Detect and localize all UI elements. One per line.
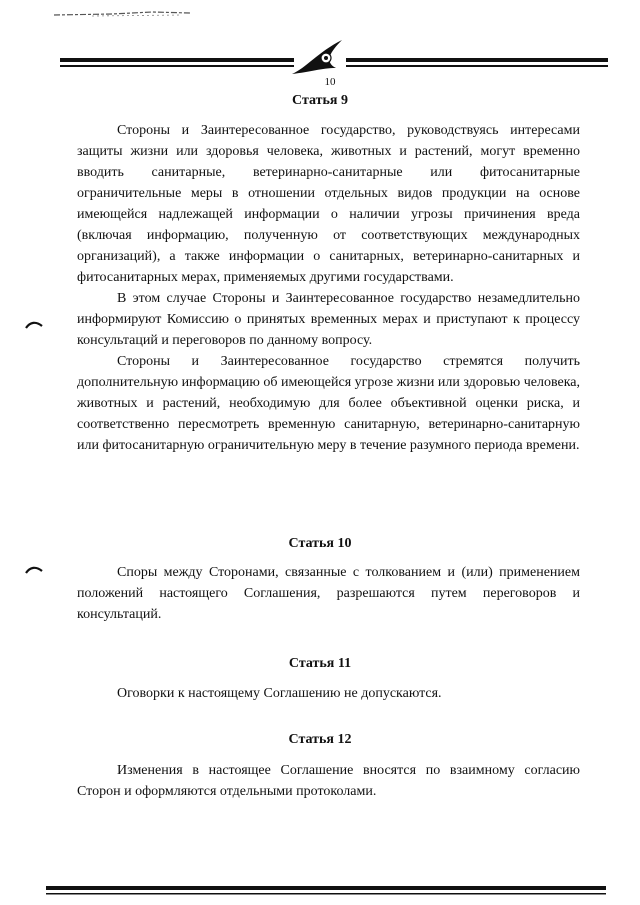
paragraph: В этом случае Стороны и Заинтересованное государство незамедлительно информируют Комиссию о принятых временных мерах и приступают к процессу консультаций и переговоров по данному вопросу. xyxy=(77,291,580,348)
article-heading: Статья 11 xyxy=(288,656,352,671)
page-number: 10 xyxy=(324,76,336,88)
scan-smudge xyxy=(52,8,192,18)
margin-mark-icon xyxy=(24,320,44,330)
paragraph: Оговорки к настоящему Соглашению не допускаются. xyxy=(117,686,442,701)
article-body xyxy=(77,683,580,704)
paragraph: Изменения в настоящее Соглашение вносятся по взаимному согласию Сторон и оформляются отдельными протоколами. xyxy=(77,763,580,799)
article-heading: Статья 10 xyxy=(288,536,352,551)
footer-rule xyxy=(46,884,606,898)
article-heading: Статья 9 xyxy=(292,93,348,108)
article-body xyxy=(77,120,580,456)
article-heading: Статья 12 xyxy=(288,732,352,747)
paragraph: Стороны и Заинтересованное государство, руководствуясь интересами защиты жизни или здоровья человека, животных и растений, могут временно вводить санитарные, ветеринарно-санитарные или фитосанитарные ограничительные меры в отношении отдельных видов продукции на основе имеющейся надлежащей информации о наличии угрозы причинения вреда (включая информацию, полученную от соответствующих международных организаций), а также информации о санитарных, ветеринарно-санитарных и фитосанитарных мерах, применяемых другими государствами. xyxy=(77,123,580,285)
margin-mark-icon xyxy=(24,565,44,575)
paragraph: Стороны и Заинтересованное государство стремятся получить дополнительную информацию об имеющейся угрозе жизни или здоровью человека, животных и растений, необходимую для более объективной оценки риска, и соответственно пересмотреть временную санитарную, ветеринарно-санитарную или фитосанитарную ограничительную меру в течение разумного периода времени. xyxy=(77,354,580,453)
paragraph: Споры между Сторонами, связанные с толкованием и (или) применением положений настоящего Соглашения, разрешаются путем переговоров и консультаций. xyxy=(77,565,580,622)
article-body xyxy=(77,562,580,625)
article-body xyxy=(77,760,580,802)
